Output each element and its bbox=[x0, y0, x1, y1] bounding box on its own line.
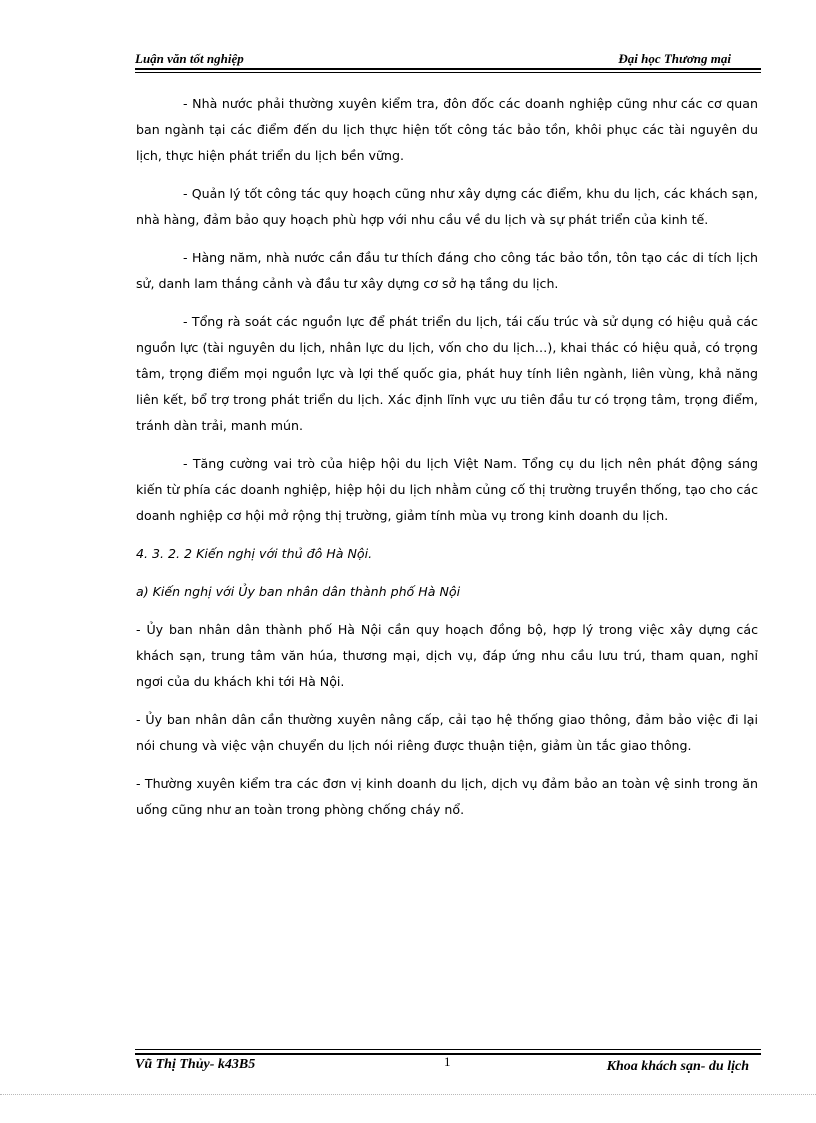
body-paragraph: - Tăng cường vai trò của hiệp hội du lịch Việt Nam. Tổng cụ du lịch nên phát động sáng kiến từ phía các doanh nghiệp, hiệp hội du lịch nhằm củng cố thị trường truyền thống, tạo cho các doanh nghiệp cơ hội mở rộng thị trường, giảm tính mùa vụ trong kinh doanh du lịch. bbox=[136, 456, 758, 523]
header-thesis-label: Luận văn tốt nghiệp bbox=[135, 51, 244, 66]
page-boundary bbox=[0, 1094, 816, 1095]
footer-rule-thin bbox=[135, 1049, 761, 1050]
page-number: 1 bbox=[444, 1054, 451, 1069]
page-footer bbox=[135, 1054, 761, 1077]
body-paragraph: - Hàng năm, nhà nước cần đầu tư thích đáng cho công tác bảo tồn, tôn tạo các di tích lịch sử, danh lam thắng cảnh và đầu tư xây dựng cơ sở hạ tầng du lịch. bbox=[136, 250, 758, 291]
recommendation-paragraph: - Thường xuyên kiểm tra các đơn vị kinh doanh du lịch, dịch vụ đảm bảo an toàn vệ sinh trong ăn uống cũng như an toàn trong phòng chống cháy nổ. bbox=[136, 776, 758, 817]
body-paragraph: - Nhà nước phải thường xuyên kiểm tra, đôn đốc các doanh nghiệp cũng như các cơ quan ban ngành tại các điểm đến du lịch thực hiện tốt công tác bảo tồn, khôi phục các tài nguyên du lịch, thực hiện phát triển du lịch bền vững. bbox=[136, 96, 758, 163]
section-heading: 4. 3. 2. 2 Kiến nghị với thủ đô Hà Nội. bbox=[136, 546, 373, 561]
page-body bbox=[136, 91, 758, 835]
header-rule bbox=[135, 68, 761, 70]
recommendation-paragraph: - Ủy ban nhân dân cần thường xuyên nâng cấp, cải tạo hệ thống giao thông, đảm bảo việc đi lại nói chung và việc vận chuyển du lịch nói riêng được thuận tiện, giảm ùn tắc giao thông. bbox=[136, 712, 758, 753]
subsection-heading: a) Kiến nghị với Ủy ban nhân dân thành phố Hà Nội bbox=[136, 584, 461, 599]
body-paragraph: - Quản lý tốt công tác quy hoạch cũng như xây dựng các điểm, khu du lịch, các khách sạn, nhà hàng, đảm bảo quy hoạch phù hợp với nhu cầu về du lịch và sự phát triển của kinh tế. bbox=[136, 186, 758, 227]
header-rule-thin bbox=[135, 72, 761, 73]
footer-faculty: Khoa khách sạn- du lịch bbox=[606, 1059, 749, 1074]
header-university-label: Đại học Thương mại bbox=[618, 51, 731, 66]
recommendation-paragraph: - Ủy ban nhân dân thành phố Hà Nội cần quy hoạch đồng bộ, hợp lý trong việc xây dựng các khách sạn, trung tâm văn húa, thương mại, dịch vụ, đáp ứng nhu cầu lưu trú, tham quan, nghỉ ngơi của du khách khi tới Hà Nội. bbox=[136, 622, 758, 689]
body-paragraph: - Tổng rà soát các nguồn lực để phát triển du lịch, tái cấu trúc và sử dụng có hiệu quả các nguồn lực (tài nguyên du lịch, nhân lực du lịch, vốn cho du lịch…), khai thác có hiệu quả, có trọng tâm, trọng điểm mọi nguồn lực và lợi thế quốc gia, phát huy tính liên ngành, liên vùng, khả năng liên kết, bổ trợ trong phát triển du lịch. Xác định lĩnh vực ưu tiên đầu tư có trọng tâm, trọng điểm, tránh dàn trải, manh mún. bbox=[136, 314, 758, 433]
page-header bbox=[135, 48, 761, 70]
footer-author: Vũ Thị Thủy- k43B5 bbox=[135, 1057, 256, 1072]
